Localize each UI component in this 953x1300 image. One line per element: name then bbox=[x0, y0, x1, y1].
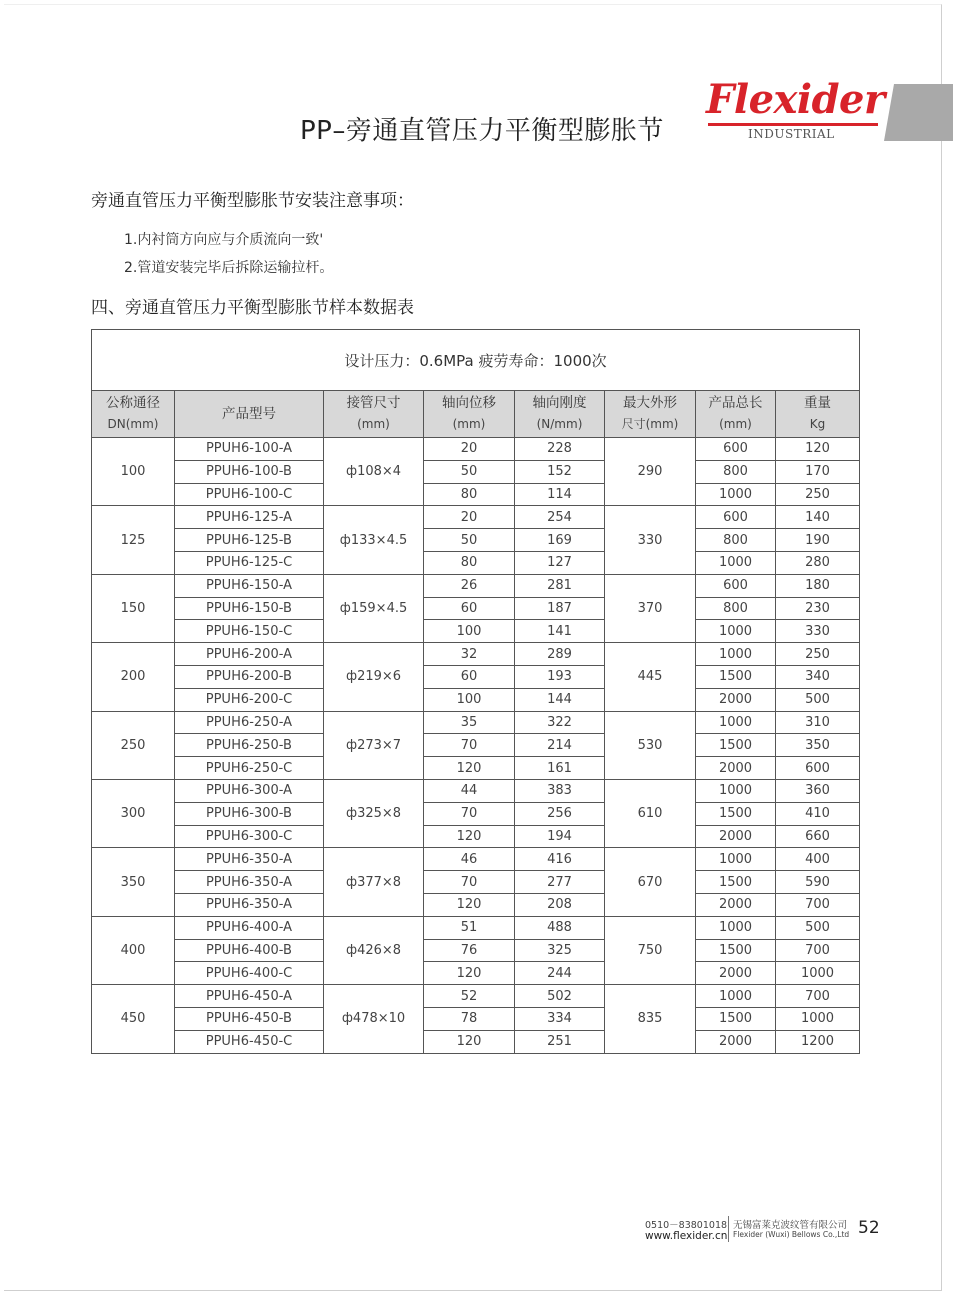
table-row bbox=[92, 802, 860, 825]
page-number: 52 bbox=[858, 1218, 880, 1238]
cell-model: PPUH6-150-B bbox=[175, 597, 324, 620]
cell-weight: 1000 bbox=[776, 962, 860, 985]
cell-total-length: 1000 bbox=[696, 916, 776, 939]
cell-model: PPUH6-250-A bbox=[175, 711, 324, 734]
cell-weight: 1000 bbox=[776, 1007, 860, 1030]
cell-pipe-size: ф478×10 bbox=[324, 985, 424, 1053]
column-header-unit: Kg bbox=[809, 417, 826, 431]
cell-total-length: 2000 bbox=[696, 757, 776, 780]
table-row bbox=[92, 551, 860, 574]
cell-total-length: 800 bbox=[696, 529, 776, 552]
cell-model: PPUH6-125-C bbox=[175, 551, 324, 574]
cell-pipe-size: ф108×4 bbox=[324, 438, 424, 506]
cell-dn: 350 bbox=[92, 848, 175, 916]
cell-weight: 410 bbox=[776, 802, 860, 825]
column-header-unit: 尺寸(mm) bbox=[621, 417, 679, 431]
cell-model: PPUH6-150-C bbox=[175, 620, 324, 643]
cell-weight: 700 bbox=[776, 985, 860, 1008]
table-row bbox=[92, 985, 860, 1008]
cell-total-length: 600 bbox=[696, 506, 776, 529]
table-row bbox=[92, 620, 860, 643]
cell-total-length: 800 bbox=[696, 597, 776, 620]
cell-axial-stiffness: 281 bbox=[515, 574, 605, 597]
cell-weight: 280 bbox=[776, 551, 860, 574]
cell-weight: 660 bbox=[776, 825, 860, 848]
cell-weight: 700 bbox=[776, 939, 860, 962]
cell-model: PPUH6-350-A bbox=[175, 848, 324, 871]
cell-axial-stiffness: 214 bbox=[515, 734, 605, 757]
cell-total-length: 1500 bbox=[696, 1007, 776, 1030]
cell-axial-displacement: 70 bbox=[424, 802, 515, 825]
cell-dn: 100 bbox=[92, 438, 175, 506]
column-header bbox=[515, 391, 605, 438]
cell-axial-stiffness: 193 bbox=[515, 665, 605, 688]
cell-axial-stiffness: 502 bbox=[515, 985, 605, 1008]
cell-weight: 360 bbox=[776, 779, 860, 802]
cell-dn: 450 bbox=[92, 985, 175, 1053]
cell-model: PPUH6-300-A bbox=[175, 779, 324, 802]
cell-model: PPUH6-100-C bbox=[175, 483, 324, 506]
cell-axial-stiffness: 251 bbox=[515, 1030, 605, 1053]
cell-max-od: 670 bbox=[605, 848, 696, 916]
cell-max-od: 445 bbox=[605, 643, 696, 711]
cell-max-od: 370 bbox=[605, 574, 696, 642]
column-header-name: 接管尺寸 bbox=[346, 395, 401, 411]
column-header-unit: (mm) bbox=[452, 417, 486, 431]
install-note-2: 2.管道安装完毕后拆除运输拉杆。 bbox=[124, 260, 334, 276]
column-header-name: 重量 bbox=[804, 395, 832, 411]
cell-axial-displacement: 120 bbox=[424, 962, 515, 985]
table-row bbox=[92, 825, 860, 848]
cell-model: PPUH6-200-B bbox=[175, 665, 324, 688]
cell-total-length: 2000 bbox=[696, 825, 776, 848]
table-row bbox=[92, 529, 860, 552]
cell-pipe-size: ф133×4.5 bbox=[324, 506, 424, 574]
cell-model: PPUH6-125-B bbox=[175, 529, 324, 552]
cell-dn: 400 bbox=[92, 916, 175, 984]
cell-weight: 120 bbox=[776, 438, 860, 461]
cell-axial-displacement: 20 bbox=[424, 506, 515, 529]
table-row bbox=[92, 848, 860, 871]
table-row bbox=[92, 483, 860, 506]
column-header-name: 轴向刚度 bbox=[532, 395, 587, 411]
cell-pipe-size: ф273×7 bbox=[324, 711, 424, 779]
cell-max-od: 290 bbox=[605, 438, 696, 506]
cell-weight: 400 bbox=[776, 848, 860, 871]
cell-axial-stiffness: 194 bbox=[515, 825, 605, 848]
footer-website[interactable]: www.flexider.cn bbox=[645, 1230, 728, 1242]
cell-axial-displacement: 80 bbox=[424, 483, 515, 506]
cell-pipe-size: ф159×4.5 bbox=[324, 574, 424, 642]
table-row bbox=[92, 438, 860, 461]
cell-axial-stiffness: 334 bbox=[515, 1007, 605, 1030]
cell-total-length: 1500 bbox=[696, 939, 776, 962]
cell-axial-stiffness: 383 bbox=[515, 779, 605, 802]
table-row bbox=[92, 779, 860, 802]
column-header bbox=[776, 391, 860, 438]
cell-weight: 500 bbox=[776, 688, 860, 711]
cell-axial-displacement: 32 bbox=[424, 643, 515, 666]
column-header bbox=[605, 391, 696, 438]
logo-subtitle: INDUSTRIAL bbox=[748, 127, 835, 141]
cell-total-length: 1000 bbox=[696, 551, 776, 574]
cell-axial-stiffness: 488 bbox=[515, 916, 605, 939]
cell-total-length: 600 bbox=[696, 574, 776, 597]
cell-total-length: 1500 bbox=[696, 665, 776, 688]
cell-weight: 350 bbox=[776, 734, 860, 757]
cell-axial-stiffness: 254 bbox=[515, 506, 605, 529]
corner-tab bbox=[884, 84, 953, 141]
column-header-unit: DN(mm) bbox=[107, 417, 159, 431]
cell-dn: 150 bbox=[92, 574, 175, 642]
table-row bbox=[92, 665, 860, 688]
cell-weight: 700 bbox=[776, 893, 860, 916]
column-header bbox=[424, 391, 515, 438]
cell-max-od: 835 bbox=[605, 985, 696, 1053]
cell-axial-stiffness: 289 bbox=[515, 643, 605, 666]
cell-axial-stiffness: 416 bbox=[515, 848, 605, 871]
cell-axial-displacement: 100 bbox=[424, 688, 515, 711]
cell-model: PPUH6-250-B bbox=[175, 734, 324, 757]
logo-wordmark: Flexider bbox=[706, 76, 885, 123]
cell-axial-displacement: 52 bbox=[424, 985, 515, 1008]
cell-axial-stiffness: 256 bbox=[515, 802, 605, 825]
cell-total-length: 1000 bbox=[696, 711, 776, 734]
table-row bbox=[92, 643, 860, 666]
cell-axial-displacement: 78 bbox=[424, 1007, 515, 1030]
table-header-row bbox=[92, 391, 860, 438]
cell-axial-displacement: 120 bbox=[424, 1030, 515, 1053]
cell-axial-stiffness: 325 bbox=[515, 939, 605, 962]
cell-weight: 330 bbox=[776, 620, 860, 643]
cell-model: PPUH6-400-C bbox=[175, 962, 324, 985]
cell-axial-displacement: 76 bbox=[424, 939, 515, 962]
column-header bbox=[324, 391, 424, 438]
cell-dn: 125 bbox=[92, 506, 175, 574]
table-row bbox=[92, 916, 860, 939]
column-header-unit: (mm) bbox=[357, 417, 390, 431]
table-row bbox=[92, 757, 860, 780]
cell-axial-displacement: 46 bbox=[424, 848, 515, 871]
cell-weight: 230 bbox=[776, 597, 860, 620]
column-header-name: 最大外形 bbox=[623, 395, 677, 411]
cell-model: PPUH6-300-C bbox=[175, 825, 324, 848]
cell-model: PPUH6-350-A bbox=[175, 893, 324, 916]
table-row bbox=[92, 893, 860, 916]
table-row bbox=[92, 574, 860, 597]
table-caption: 设计压力：0.6MPa 疲劳寿命：1000次 bbox=[92, 330, 860, 391]
cell-axial-displacement: 44 bbox=[424, 779, 515, 802]
cell-axial-displacement: 70 bbox=[424, 734, 515, 757]
cell-model: PPUH6-450-B bbox=[175, 1007, 324, 1030]
cell-model: PPUH6-300-B bbox=[175, 802, 324, 825]
column-header-unit: (mm) bbox=[719, 417, 752, 431]
cell-axial-stiffness: 228 bbox=[515, 438, 605, 461]
table-row bbox=[92, 871, 860, 894]
cell-total-length: 1500 bbox=[696, 734, 776, 757]
cell-dn: 200 bbox=[92, 643, 175, 711]
cell-axial-stiffness: 114 bbox=[515, 483, 605, 506]
cell-max-od: 750 bbox=[605, 916, 696, 984]
cell-axial-displacement: 120 bbox=[424, 893, 515, 916]
table-row bbox=[92, 597, 860, 620]
cell-weight: 250 bbox=[776, 483, 860, 506]
cell-model: PPUH6-200-A bbox=[175, 643, 324, 666]
cell-axial-stiffness: 322 bbox=[515, 711, 605, 734]
table-row bbox=[92, 506, 860, 529]
cell-axial-stiffness: 244 bbox=[515, 962, 605, 985]
cell-weight: 310 bbox=[776, 711, 860, 734]
cell-total-length: 2000 bbox=[696, 962, 776, 985]
cell-axial-displacement: 70 bbox=[424, 871, 515, 894]
cell-axial-stiffness: 161 bbox=[515, 757, 605, 780]
cell-max-od: 530 bbox=[605, 711, 696, 779]
cell-model: PPUH6-400-A bbox=[175, 916, 324, 939]
column-header-unit: (N/mm) bbox=[536, 417, 583, 431]
cell-weight: 190 bbox=[776, 529, 860, 552]
cell-axial-stiffness: 144 bbox=[515, 688, 605, 711]
cell-axial-displacement: 50 bbox=[424, 460, 515, 483]
cell-axial-displacement: 20 bbox=[424, 438, 515, 461]
cell-total-length: 1000 bbox=[696, 620, 776, 643]
cell-weight: 170 bbox=[776, 460, 860, 483]
cell-axial-displacement: 100 bbox=[424, 620, 515, 643]
cell-axial-stiffness: 187 bbox=[515, 597, 605, 620]
cell-axial-stiffness: 152 bbox=[515, 460, 605, 483]
table-row bbox=[92, 1007, 860, 1030]
cell-total-length: 2000 bbox=[696, 688, 776, 711]
cell-model: PPUH6-450-C bbox=[175, 1030, 324, 1053]
install-note-1: 1.内衬筒方向应与介质流向一致' bbox=[124, 232, 324, 248]
cell-model: PPUH6-150-A bbox=[175, 574, 324, 597]
table-row bbox=[92, 711, 860, 734]
cell-axial-stiffness: 208 bbox=[515, 893, 605, 916]
cell-axial-stiffness: 141 bbox=[515, 620, 605, 643]
cell-model: PPUH6-100-B bbox=[175, 460, 324, 483]
column-header bbox=[175, 391, 324, 438]
footer-company-en: Flexider (Wuxi) Bellows Co.,Ltd bbox=[733, 1230, 850, 1239]
cell-axial-displacement: 120 bbox=[424, 757, 515, 780]
column-header-name: 产品型号 bbox=[222, 405, 276, 422]
cell-weight: 180 bbox=[776, 574, 860, 597]
cell-dn: 250 bbox=[92, 711, 175, 779]
cell-weight: 140 bbox=[776, 506, 860, 529]
cell-weight: 250 bbox=[776, 643, 860, 666]
cell-max-od: 610 bbox=[605, 779, 696, 847]
spec-table bbox=[91, 329, 860, 1054]
cell-model: PPUH6-100-A bbox=[175, 438, 324, 461]
table-row bbox=[92, 734, 860, 757]
cell-total-length: 1500 bbox=[696, 802, 776, 825]
table-row bbox=[92, 939, 860, 962]
cell-model: PPUH6-125-A bbox=[175, 506, 324, 529]
table-row bbox=[92, 962, 860, 985]
cell-weight: 600 bbox=[776, 757, 860, 780]
cell-axial-displacement: 80 bbox=[424, 551, 515, 574]
table-row bbox=[92, 688, 860, 711]
table-row bbox=[92, 1030, 860, 1053]
cell-dn: 300 bbox=[92, 779, 175, 847]
cell-weight: 590 bbox=[776, 871, 860, 894]
cell-pipe-size: ф377×8 bbox=[324, 848, 424, 916]
page-title: PP–旁通直管压力平衡型膨胀节 bbox=[300, 116, 664, 146]
cell-total-length: 800 bbox=[696, 460, 776, 483]
flexider-logo bbox=[706, 76, 886, 141]
cell-axial-displacement: 50 bbox=[424, 529, 515, 552]
cell-weight: 500 bbox=[776, 916, 860, 939]
cell-weight: 340 bbox=[776, 665, 860, 688]
cell-total-length: 1000 bbox=[696, 848, 776, 871]
footer-phone: 0510－83801018 bbox=[645, 1220, 728, 1231]
cell-model: PPUH6-250-C bbox=[175, 757, 324, 780]
cell-total-length: 1000 bbox=[696, 483, 776, 506]
cell-axial-displacement: 60 bbox=[424, 597, 515, 620]
cell-model: PPUH6-450-A bbox=[175, 985, 324, 1008]
column-header-name: 轴向位移 bbox=[442, 395, 496, 411]
footer-divider bbox=[728, 1216, 729, 1242]
cell-pipe-size: ф219×6 bbox=[324, 643, 424, 711]
cell-pipe-size: ф325×8 bbox=[324, 779, 424, 847]
column-header bbox=[696, 391, 776, 438]
cell-pipe-size: ф426×8 bbox=[324, 916, 424, 984]
column-header bbox=[92, 391, 175, 438]
table-row bbox=[92, 460, 860, 483]
cell-axial-displacement: 26 bbox=[424, 574, 515, 597]
column-header-name: 产品总长 bbox=[708, 395, 763, 411]
logo-rule bbox=[708, 123, 878, 126]
install-notes-heading: 旁通直管压力平衡型膨胀节安装注意事项： bbox=[91, 191, 414, 211]
table-heading: 四、旁通直管压力平衡型膨胀节样本数据表 bbox=[91, 298, 414, 318]
cell-axial-displacement: 120 bbox=[424, 825, 515, 848]
cell-total-length: 1000 bbox=[696, 779, 776, 802]
cell-model: PPUH6-350-A bbox=[175, 871, 324, 894]
column-header-name: 公称通径 bbox=[106, 395, 160, 411]
cell-axial-stiffness: 127 bbox=[515, 551, 605, 574]
cell-total-length: 2000 bbox=[696, 1030, 776, 1053]
cell-axial-stiffness: 277 bbox=[515, 871, 605, 894]
cell-axial-displacement: 60 bbox=[424, 665, 515, 688]
cell-axial-displacement: 51 bbox=[424, 916, 515, 939]
cell-total-length: 1000 bbox=[696, 985, 776, 1008]
footer-company-cn: 无锡富莱克波纹管有限公司 bbox=[733, 1220, 848, 1231]
cell-total-length: 2000 bbox=[696, 893, 776, 916]
cell-total-length: 1500 bbox=[696, 871, 776, 894]
cell-total-length: 1000 bbox=[696, 643, 776, 666]
table-body bbox=[92, 438, 860, 1054]
cell-max-od: 330 bbox=[605, 506, 696, 574]
cell-total-length: 600 bbox=[696, 438, 776, 461]
cell-axial-displacement: 35 bbox=[424, 711, 515, 734]
cell-model: PPUH6-200-C bbox=[175, 688, 324, 711]
cell-model: PPUH6-400-B bbox=[175, 939, 324, 962]
cell-axial-stiffness: 169 bbox=[515, 529, 605, 552]
cell-weight: 1200 bbox=[776, 1030, 860, 1053]
